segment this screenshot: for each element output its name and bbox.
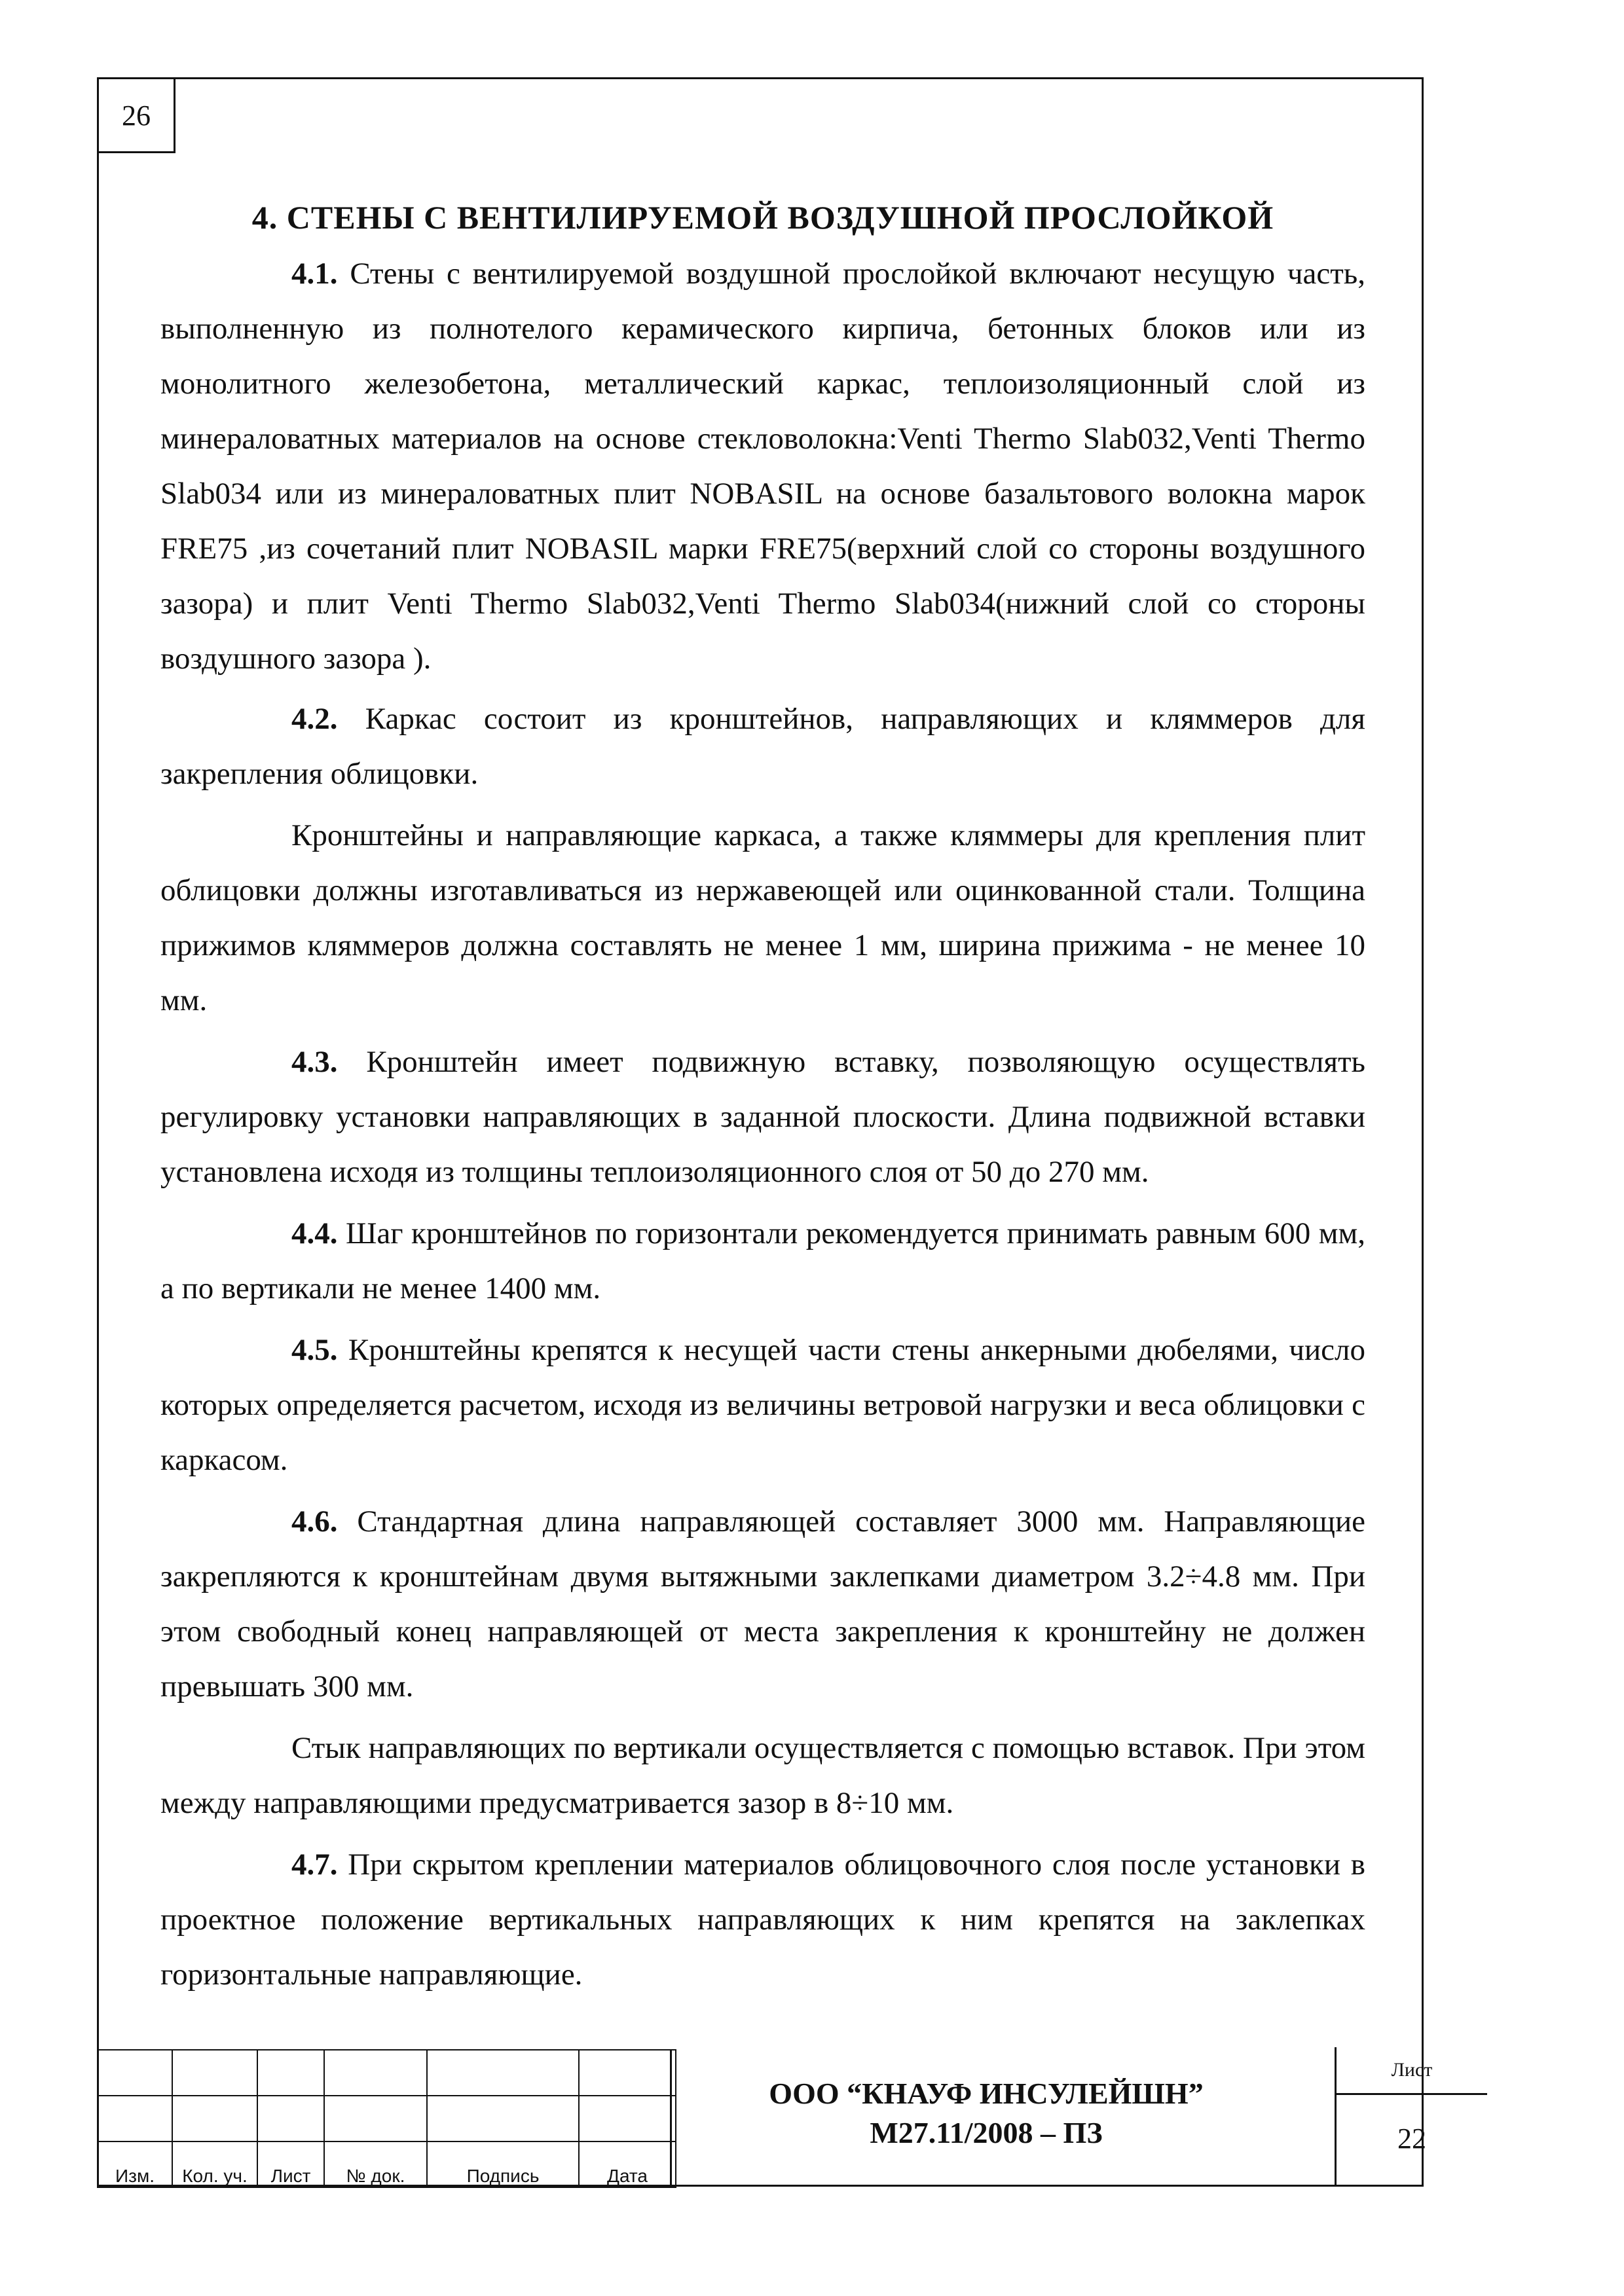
- paragraph-text: Стены с вентилируемой воздушной прослойкой включают несущую часть, выполненную из полнотелого керамического кирпича, бетонных блоков или из монолитного железобетона, металлический каркас, теплоизоляционный слой из минераловатных материалов на основе стекловолокна:Venti Thermo Slab032,Venti Thermo Slab034 или из минераловатных плит NOBASIL на основе базальтового волокна марок FRE75 ,из сочетаний плит NOBASIL марки FRE75(верхний слой со стороны воздушного зазора) и плит Venti Thermo Slab032,Venti Thermo Slab034(нижний слой со стороны воздушного зазора ).: [160, 257, 1365, 676]
- paragraph-text: Каркас состоит из кронштейнов, направляющих и кляммеров для закрепления облицовки.: [160, 702, 1366, 791]
- revision-table: [97, 2049, 676, 2188]
- page-number: 26: [97, 77, 175, 153]
- paragraph-text: Стандартная длина направляющей составляет 3000 мм. Направляющие закрепляются к кронштейнам двумя вытяжными заклепками диаметром 3.2÷4.8 мм. При этом свободный конец направляющей от места закрепления к кронштейну не должен превышать 300 мм.: [160, 1504, 1365, 1704]
- paragraph-number: 4.3.: [291, 1045, 338, 1079]
- paragraph-4-5: [160, 1322, 1365, 1487]
- paragraph-number: 4.6.: [291, 1504, 338, 1539]
- document-code: М27.11/2008 – ПЗ: [870, 2116, 1103, 2149]
- paragraph-number: 4.4.: [291, 1216, 338, 1250]
- paragraph-4-6-continued: Стык направляющих по вертикали осуществляется с помощью вставок. При этом между направляющими предусматривается зазор в 8÷10 мм.: [160, 1731, 1365, 1820]
- paragraph-text: Кронштейн имеет подвижную вставку, позволяющую осуществлять регулировку установки направляющих в заданной плоскости. Длина подвижной вставки установлена исходя из толщины теплоизоляционного слоя от 50 до 270 мм.: [160, 1045, 1365, 1189]
- column-header-signature: Подпись: [427, 2141, 579, 2187]
- paragraph-text: При скрытом креплении материалов облицовочного слоя после установки в проектное положение вертикальных направляющих к ним крепятся на заклепках горизонтальные направляющие.: [160, 1848, 1365, 1992]
- document-body: [160, 190, 1365, 2002]
- paragraph-4-3: [160, 1034, 1365, 1199]
- paragraph-4-2: [160, 691, 1365, 801]
- paragraph-text: Кронштейны крепятся к несущей части стены анкерными дюбелями, число которых определяется расчетом, исходя из величины ветровой нагрузки и веса облицовки с каркасом.: [160, 1333, 1365, 1477]
- sheet-box: [1335, 2047, 1487, 2187]
- paragraph-text: Шаг кронштейнов по горизонтали рекомендуется принимать равным 600 мм, а по вертикали не менее 1400 мм.: [160, 1216, 1365, 1305]
- paragraph-number: 4.5.: [291, 1333, 338, 1367]
- company-name: ООО “КНАУФ ИНСУЛЕЙШН”: [769, 2077, 1204, 2110]
- column-header-change: Изм.: [98, 2141, 172, 2187]
- company-block: [672, 2074, 1301, 2153]
- sheet-number: 22: [1397, 2123, 1426, 2155]
- section-heading: 4. СТЕНЫ С ВЕНТИЛИРУЕМОЙ ВОЗДУШНОЙ ПРОСЛОЙКОЙ: [251, 199, 1274, 236]
- paragraph-number: 4.7.: [291, 1848, 338, 1882]
- paragraph-4-4: [160, 1206, 1365, 1316]
- column-header-count: Кол. уч.: [172, 2141, 257, 2187]
- paragraph-number: 4.2.: [291, 702, 338, 736]
- sheet-label: Лист: [1337, 2047, 1487, 2095]
- paragraph-4-2-continued: Кронштейны и направляющие каркаса, а также кляммеры для крепления плит облицовки должны изготавливаться из нержавеющей или оцинкованной стали. Толщина прижимов кляммеров должна составлять не менее 1 мм, ширина прижима - не менее 10 мм.: [160, 818, 1365, 1017]
- paragraph-number: 4.1.: [291, 257, 338, 291]
- paragraph-4-1: [160, 246, 1365, 686]
- column-header-date: Дата: [579, 2141, 676, 2187]
- paragraph-4-6: [160, 1494, 1365, 1714]
- column-header-doc-no: № док.: [324, 2141, 427, 2187]
- paragraph-4-7: [160, 1837, 1365, 2002]
- column-header-sheet: Лист: [257, 2141, 324, 2187]
- title-block-main: [670, 2049, 1433, 2187]
- title-block: [97, 2049, 1433, 2187]
